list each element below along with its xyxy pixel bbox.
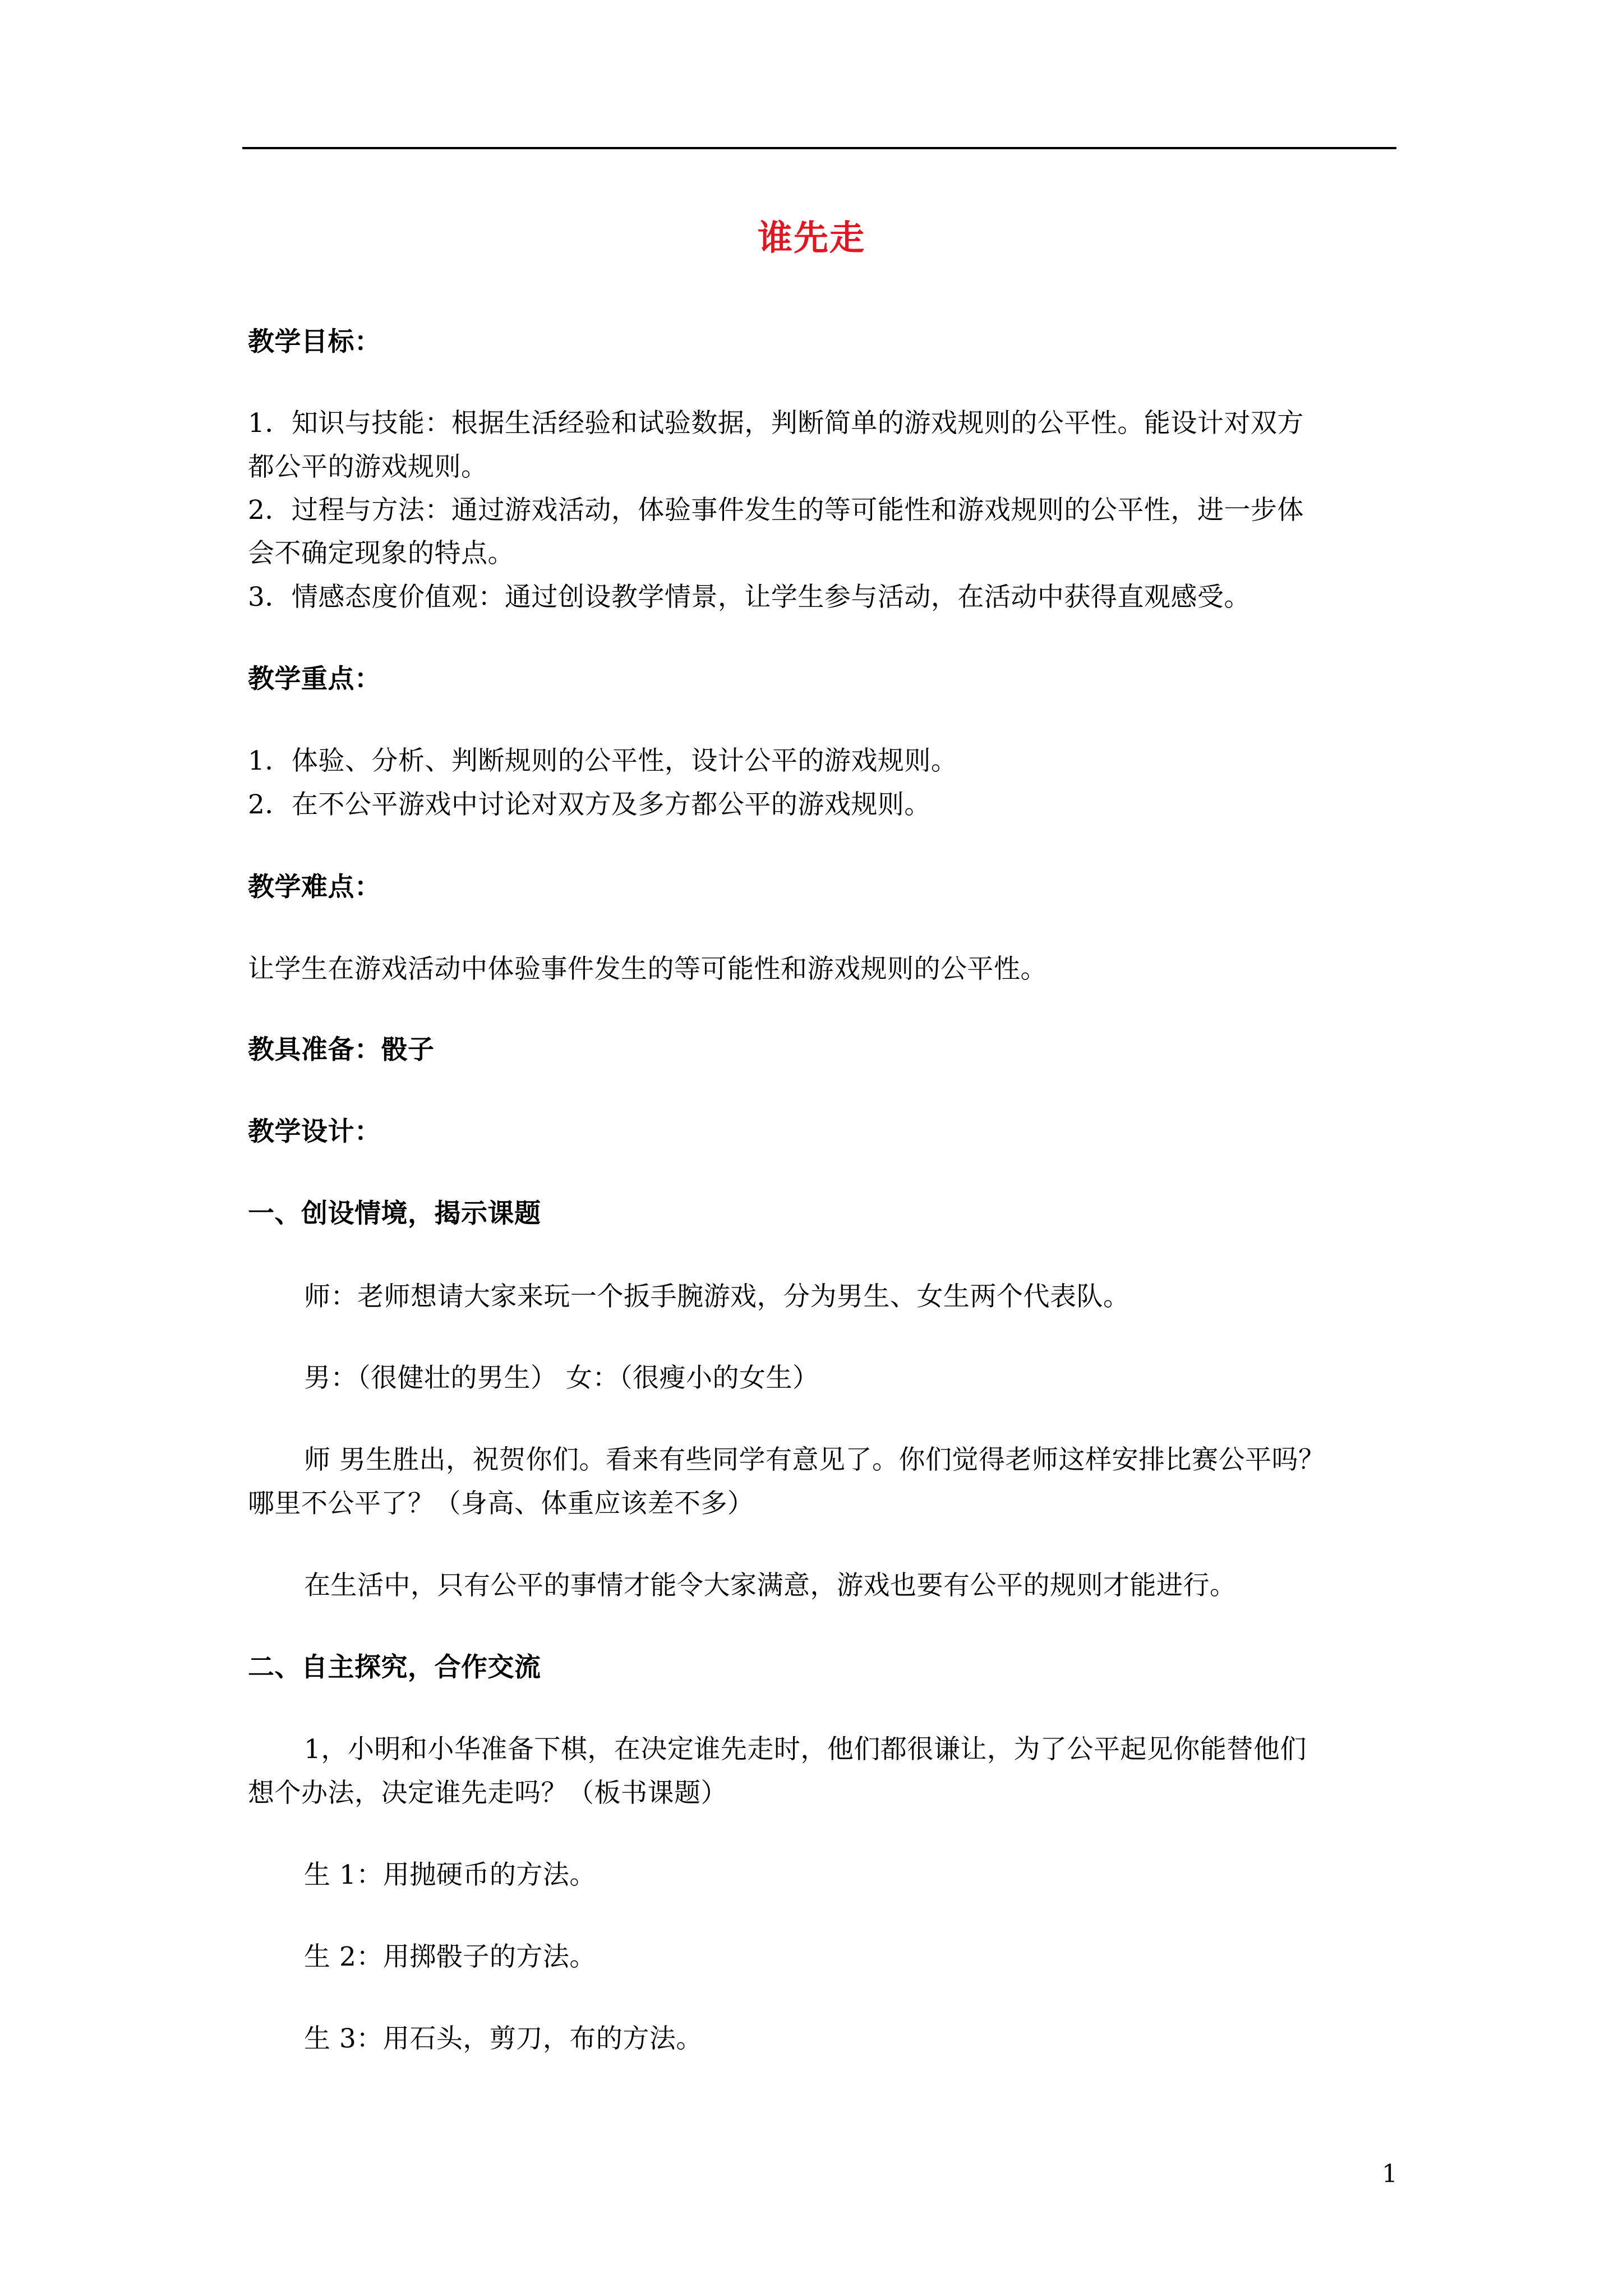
difficulties-text: 让学生在游戏活动中体验事件发生的等可能性和游戏规则的公平性。 (248, 954, 1047, 984)
objectives-heading: 教学目标： (248, 326, 381, 357)
key-points-heading: 教学重点： (248, 664, 381, 694)
tools-line: 教具准备：骰子 (248, 1034, 435, 1065)
design-heading: 教学设计： (248, 1116, 381, 1147)
part2-heading: 二、自主探究，合作交流 (248, 1652, 541, 1683)
objective-line: 1．知识与技能：根据生活经验和试验数据，判断简单的游戏规则的公平性。能设计对双方 (248, 408, 1304, 439)
part1-line: 在生活中，只有公平的事情才能令大家满意，游戏也要有公平的规则才能进行。 (304, 1570, 1237, 1601)
part2-line: 想个办法，决定谁先走吗？（板书课题） (248, 1778, 727, 1809)
objective-line: 都公平的游戏规则。 (248, 452, 488, 482)
part1-heading: 一、创设情境，揭示课题 (248, 1198, 541, 1229)
part1-line: 哪里不公平了？（身高、体重应该差不多） (248, 1488, 754, 1519)
objective-line: 3．情感态度价值观：通过创设教学情景，让学生参与活动，在活动中获得直观感受。 (248, 582, 1251, 613)
key-point-line: 1．体验、分析、判断规则的公平性，设计公平的游戏规则。 (248, 746, 958, 776)
part2-line: 1，小明和小华准备下棋，在决定谁先走时，他们都很谦让，为了公平起见你能替他们 (304, 1734, 1307, 1765)
part1-line: 男：（很健壮的男生） 女：（很瘦小的女生） (304, 1363, 819, 1393)
key-point-line: 2．在不公平游戏中讨论对双方及多方都公平的游戏规则。 (248, 789, 931, 820)
part1-line: 师：老师想请大家来玩一个扳手腕游戏，分为男生、女生两个代表队。 (304, 1281, 1130, 1312)
header-rule (242, 147, 1396, 149)
part2-line: 生 3：用石头，剪刀，布的方法。 (304, 2023, 703, 2054)
objective-line: 2．过程与方法：通过游戏活动，体验事件发生的等可能性和游戏规则的公平性，进一步体 (248, 495, 1304, 526)
document-title: 谁先走 (757, 217, 865, 258)
objective-line: 会不确定现象的特点。 (248, 538, 514, 569)
part1-line: 师 男生胜出，祝贺你们。看来有些同学有意见了。你们觉得老师这样安排比赛公平吗？ (304, 1444, 1325, 1475)
page-number: 1 (1382, 2160, 1398, 2188)
part2-line: 生 2：用掷骰子的方法。 (304, 1941, 596, 1972)
difficulties-heading: 教学难点： (248, 872, 381, 903)
part2-line: 生 1：用抛硬币的方法。 (304, 1860, 596, 1890)
